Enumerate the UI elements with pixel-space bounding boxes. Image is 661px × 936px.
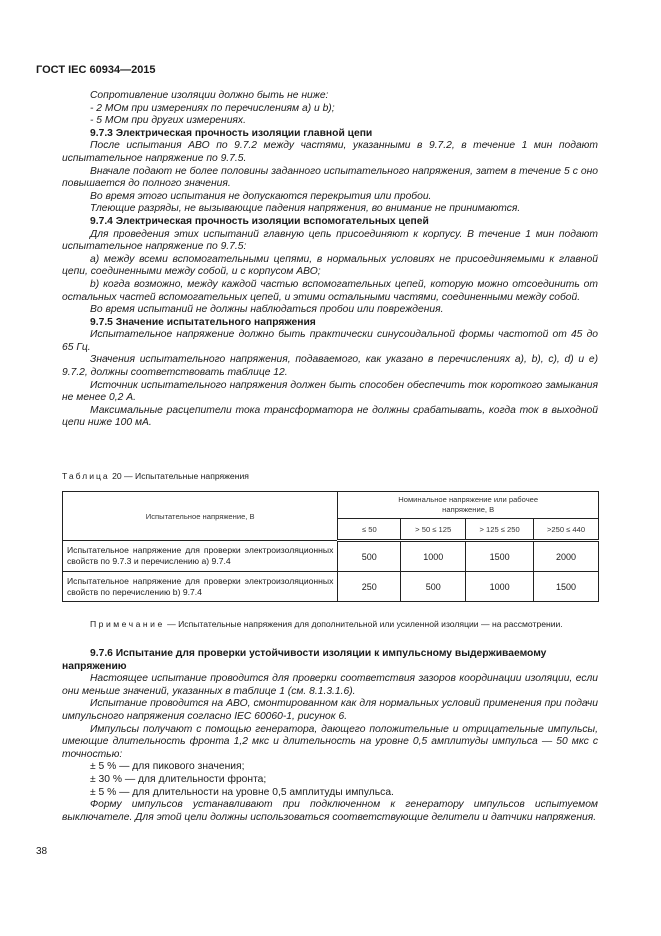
paragraph: Во время испытаний не должны наблюдаться пробои или повреждения.: [90, 304, 444, 316]
paragraph: Вначале подают не более половины заданного испытательного напряжения, затем в течение 5 с оно повышается до полного значения.: [62, 165, 598, 190]
subheader-voltage-range: >250 ≤ 440: [534, 519, 599, 541]
cell-value: 250: [338, 572, 401, 602]
paragraph: - 5 МОм при других измерениях.: [90, 115, 246, 127]
paragraph: Максимальные расцепители тока трансформатора не должны срабатывать, когда ток в выходной цепи ниже 100 мА.: [62, 404, 598, 429]
subheader-voltage-range: ≤ 50: [338, 519, 401, 541]
table-note: [62, 619, 598, 631]
section-heading: 9.7.3 Электрическая прочность изоляции главной цепи: [90, 127, 373, 139]
cell-value: 500: [338, 541, 401, 572]
paragraph: Тлеющие разряды, не вызывающие падения напряжения, во внимание не принимаются.: [90, 203, 521, 215]
section-heading: 9.7.5 Значение испытательного напряжения: [90, 316, 316, 328]
section-heading: 9.7.6 Испытание для проверки устойчивости изоляции к импульсному выдерживаемому напряжению: [62, 648, 547, 672]
paragraph: Импульсы получают с помощью генератора, дающего положительные и отрицательные импульсы, имеющие длительность фронта 1,2 мкс и длительность на уровне 0,5 амплитуды импульса — 50 мкс с точностью:: [62, 723, 598, 760]
paragraph: ± 5 % — для пикового значения;: [90, 761, 245, 773]
cell-value: 1000: [401, 541, 466, 572]
note-text: — Испытательные напряжения для дополнительной или усиленной изоляции — на рассмотрении.: [167, 619, 563, 629]
cell-value: 500: [401, 572, 466, 602]
section-9-7-6: [62, 648, 598, 824]
paragraph: ± 5 % — для длительности на уровне 0,5 амплитуды импульса.: [90, 786, 394, 798]
table-caption-label: Таблица: [62, 471, 110, 481]
test-voltage-table: [62, 491, 599, 602]
group-header-rated-voltage: Номинальное напряжение или рабочее напряжение, В: [338, 492, 599, 519]
cell-value: 1000: [466, 572, 534, 602]
paragraph: Во время этого испытания не допускаются перекрытия или пробои.: [90, 190, 432, 202]
paragraph: Значения испытательного напряжения, подаваемого, как указано в перечислениях a), b), c), d) и e) 9.7.2, должны соответствовать таблице 12.: [62, 354, 598, 379]
table-caption-title: 20 — Испытательные напряжения: [112, 471, 249, 481]
paragraph: ± 30 % — для длительности фронта;: [90, 773, 267, 785]
paragraph: Для проведения этих испытаний главную цепь присоединяют к корпусу. В течение 1 мин подают испытательное напряжение по 9.7.5:: [62, 228, 598, 253]
table-row: [63, 572, 599, 602]
cell-value: 1500: [466, 541, 534, 572]
table-caption: [62, 471, 249, 481]
paragraph: Настоящее испытание проводится для проверки соответствия зазоров координации изоляции, если они меньше значений, указанных в таблице 1 (см. 8.1.3.1.6).: [62, 673, 598, 697]
document-code: ГОСТ IEC 60934—2015: [36, 64, 156, 76]
cell-value: 1500: [534, 572, 599, 602]
section-9-7-2-to-9-7-5: [62, 90, 598, 430]
paragraph: Сопротивление изоляции должно быть не ниже:: [90, 90, 329, 101]
paragraph: a) между всеми вспомогательными цепями, в нормальных условиях не присоединяемыми к главной цепи, соединенными между собой, и с корпусом АВО;: [62, 253, 598, 278]
paragraph: После испытания АВО по 9.7.2 между частями, указанными в 9.7.2, в течение 1 мин подают испытательное напряжение по 9.7.5.: [62, 140, 598, 164]
note-label: Примечание: [90, 619, 165, 629]
section-heading: 9.7.4 Электрическая прочность изоляции вспомогательных цепей: [90, 215, 429, 227]
cell-value: 2000: [534, 541, 599, 572]
column-header-test-voltage: Испытательное напряжение, В: [63, 492, 338, 541]
subheader-voltage-range: > 125 ≤ 250: [466, 519, 534, 541]
row-label: Испытательное напряжение для проверки электроизоляционных свойств по перечислению b) 9.7.4: [63, 572, 338, 602]
paragraph: - 2 МОм при измерениях по перечислениям a) и b);: [90, 102, 335, 114]
row-label: Испытательное напряжение для проверки электроизоляционных свойств по 9.7.3 и перечислению a) 9.7.4: [63, 541, 338, 572]
table-row: [63, 541, 599, 572]
paragraph: Форму импульсов устанавливают при подключенном к генератору импульсов испытуемом выключателе. Для этой цели должны использоваться соответствующие делители и датчики напряжения.: [62, 799, 598, 823]
page-number: 38: [36, 846, 48, 857]
paragraph: Источник испытательного напряжения должен быть способен обеспечить ток короткого замыкания не менее 0,2 А.: [62, 379, 598, 404]
paragraph: Испытание проводится на АВО, смонтированном как для нормальных условий применения при подачи импульсного напряжения согласно IEC 60060-1, рисунок 6.: [62, 698, 598, 722]
paragraph: Испытательное напряжение должно быть практически синусоидальной формы частотой от 45 до 65 Гц.: [62, 329, 598, 353]
paragraph: b) когда возможно, между каждой частью вспомогательных цепей, которую можно отсоединить от остальных частей вспомогательных цепей, и этими остальными частями, соединенными между собой.: [62, 278, 598, 303]
subheader-voltage-range: > 50 ≤ 125: [401, 519, 466, 541]
